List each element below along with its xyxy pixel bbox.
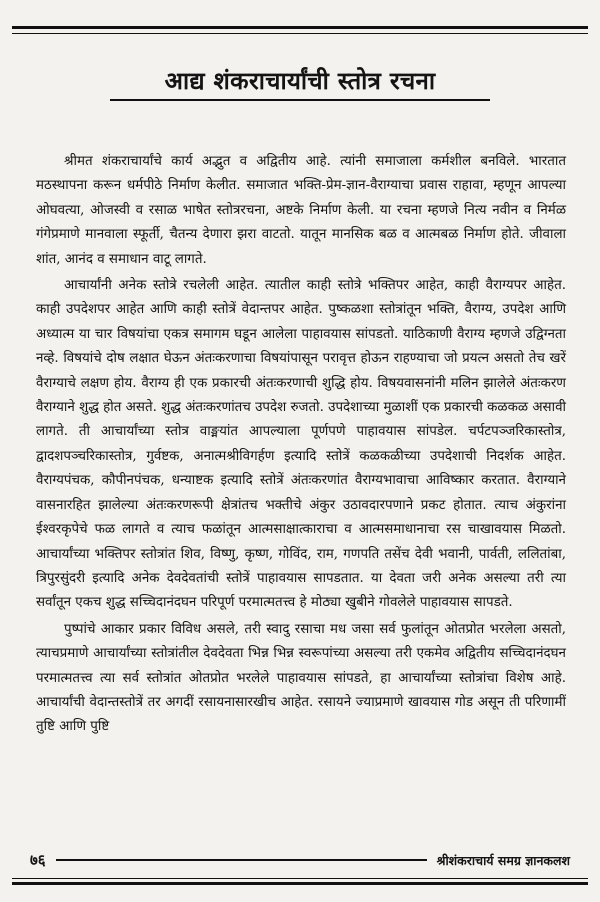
bottom-rule-thick [12, 882, 588, 885]
paragraph-1: श्रीमत शंकराचार्यांचे कार्य अद्भुत व अद्वितीय आहे. त्यांनी समाजाला कर्मशील बनविले. भारतात मठस्थापना करून धर्मपीठे निर्माण केलीत. समाजात भक्ति-प्रेम-ज्ञान-वैराग्याचा प्रवास राहावा, म्हणून आपल्या ओघवत्या, ओजस्वी व रसाळ भाषेत स्तोत्ररचना, अष्टके निर्माण केली. या रचना म्हणजे नित्य नवीन व निर्मळ गंगेप्रमाणे मानवाला स्फूर्ती, चैतन्य देणारा झरा वाटतो. यातून मानसिक बळ व आत्मबळ निर्माण होते. जीवाला शांत, आनंद व समाधान वाटू लागते. [36, 154, 566, 267]
bottom-rule-thin [12, 878, 588, 879]
header-rule-thin [12, 33, 588, 34]
footer-rule [56, 859, 427, 861]
body-text [36, 150, 566, 740]
paragraph-2: आचार्यांनी अनेक स्तोत्रे रचलेली आहेत. त्यातील काही स्तोत्रे भक्तिपर आहेत, काही वैराग्यपर आहेत. काही उपदेशपर आहेत आणि काही स्तोत्रें वेदान्तपर आहेत. पुष्कळशा स्तोत्रांतून भक्ति, वैराग्य, उपदेश आणि अध्यात्म या चार विषयांचा एकत्र समागम घडून आलेला पाहावयास सांपडतो. याठिकाणी वैराग्य म्हणजे उद्विग्नता नव्हे. विषयांचे दोष लक्षात घेऊन अंतःकरणाचा विषयांपासून परावृत्त होऊन राहण्याचा जो प्रयत्न असतो तेच खरें वैराग्याचे लक्षण होय. वैराग्य ही एक प्रकारची अंतःकरणाची शुद्धि होय. विषयवासनांनी मलिन झालेले अंतःकरण वैराग्याने शुद्ध होत असते. शुद्ध अंतःकरणांतच उपदेश रुजतो. उपदेशाच्या मुळाशीं एक प्रकारची कळकळ असावी लागते. ती आचार्यांच्या स्तोत्र वाङ्मयांत आपल्याला पूर्णपणे पाहावयास सांपडेल. चर्पटपञ्जरिकास्तोत्र, द्वादशपञ्चरिकास्तोत्र, गुर्वष्टक, अनात्मश्रीविगर्हण इत्यादि स्तोत्रें कळकळीच्या उपदेशाची निदर्शक आहेत. वैराग्यपंचक, कौपीनपंचक, धन्याष्टक इत्यादि स्तोत्रें अंतःकरणांत वैराग्यभावाचा आविष्कार करतात. वैराग्याने वासनारहित झालेल्या अंतःकरणरूपी क्षेत्रांतच भक्तीचे अंकुर उठावदारपणाने प्रकट होतात. त्याच अंकुरांना ईश्वरकृपेचे फळ लागते व त्याच फळांतून आत्मसाक्षात्काराचा व आत्मसमाधानाचा रस चाखावयास मिळतो. आचार्यांच्या भक्तिपर स्तोत्रांत शिव, विष्णु, कृष्ण, गोविंद, राम, गणपति तसेंच देवी भवानी, पार्वती, ललितांबा, त्रिपुरसुंदरी इत्यादि अनेक देवदेवतांची स्तोत्रें पाहावयास सापडतात. या देवता जरी अनेक असल्या तरी त्या सर्वांतून एकच शुद्ध सच्चिदानंदघन परिपूर्ण परमात्मतत्त्व हे मोठ्या खुबीने गोवलेले पाहावयास सापडते. [36, 278, 566, 611]
paragraph-3: पुष्पांचे आकार प्रकार विविध असले, तरी स्वादु रसाचा मध जसा सर्व फुलांतून ओतप्रोत भरलेला असतो, त्याचप्रमाणे आचार्यांच्या स्तोत्रांतील देवदेवता भिन्न भिन्न स्वरूपांच्या असल्या तरी एकमेव अद्वितीय सच्चिदानंदघन परमात्मतत्त्व त्या सर्व स्तोत्रांत ओतप्रोत भरलेले पाहावयास सांपडते, हा आचार्यांच्या स्तोत्रांचा विशेष आहे. आचार्यांची वेदान्तस्तोत्रें तर अगदीं रसायनासारखीच आहेत. रसायने ज्याप्रमाणे खावयास गोड असून ती परिणामीं तुष्टि आणि पुष्टि [36, 621, 566, 735]
page-number: ७६ [30, 851, 46, 869]
chapter-title: आद्य शंकराचार्यांची स्तोत्र रचना [164, 67, 436, 95]
page-footer [30, 850, 570, 870]
header-rule-thick [12, 26, 588, 29]
chapter-heading [110, 66, 490, 101]
title-underline [110, 99, 490, 101]
book-title: श्रीशंकराचार्य समग्र ज्ञानकलश [436, 852, 570, 868]
